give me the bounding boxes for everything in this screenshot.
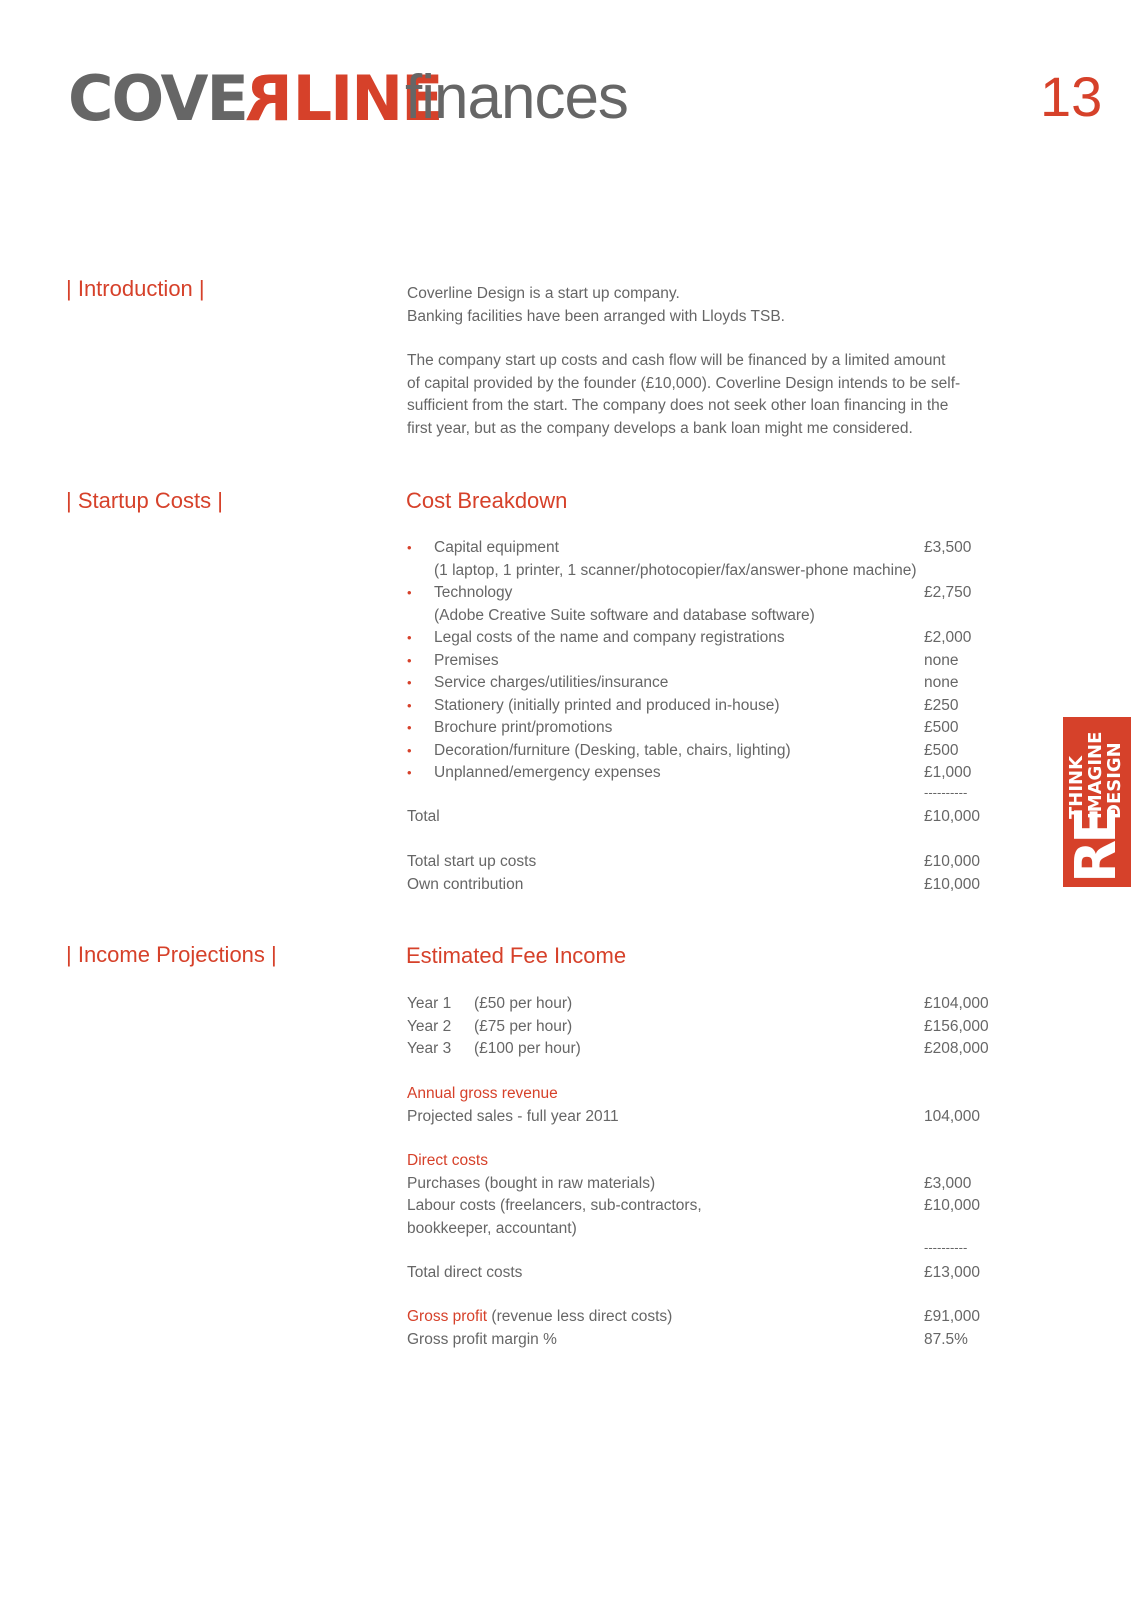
- intro-line: sufficient from the start. The company does not seek other loan financing in the: [407, 397, 949, 414]
- bullet-icon: •: [407, 585, 412, 600]
- cost-item-detail-label: (Adobe Creative Suite software and database software): [434, 606, 815, 624]
- cost-breakdown-heading: Cost Breakdown: [406, 488, 568, 513]
- intro-line: of capital provided by the founder (£10,000). Coverline Design intends to be self-: [407, 374, 961, 392]
- cost-item-label: Stationery (initially printed and produced in-house): [434, 696, 780, 714]
- side-tab-word: THINK: [1066, 755, 1087, 819]
- cost-item-value: £500: [924, 741, 959, 759]
- startup-costs-label: Total start up costs: [407, 853, 537, 870]
- brand-part-2: LINE: [292, 62, 442, 135]
- bullet-icon: •: [407, 742, 412, 758]
- total-value: £10,000: [924, 808, 981, 825]
- cost-item-label: Legal costs of the name and company registrations: [434, 629, 785, 646]
- total-direct-costs-value: £13,000: [924, 1264, 981, 1281]
- cost-item-detail: [407, 560, 1017, 583]
- cost-item-label: Capital equipment: [434, 539, 559, 556]
- cost-item: [407, 717, 1017, 740]
- year-rate: (£75 per hour): [474, 1017, 573, 1035]
- side-tab-words: [1067, 727, 1127, 819]
- bullet-icon: •: [407, 697, 412, 713]
- direct-costs-heading: Direct costs: [407, 1152, 488, 1169]
- own-contribution-label: Own contribution: [407, 875, 524, 893]
- cost-item: [407, 537, 1017, 560]
- bullet-icon: •: [407, 765, 412, 780]
- year-value: £156,000: [924, 1017, 989, 1035]
- year-label: Year 3: [407, 1040, 452, 1057]
- intro-paragraph-2: [407, 350, 1007, 440]
- projected-sales-value: 104,000: [924, 1107, 981, 1125]
- cost-item-detail-label: (1 laptop, 1 printer, 1 scanner/photocopier/fax/answer-phone machine): [434, 561, 917, 579]
- annual-revenue-heading: Annual gross revenue: [407, 1085, 558, 1102]
- estimated-fee-income-heading: Estimated Fee Income: [406, 943, 627, 968]
- intro-paragraph-1: [407, 283, 1007, 328]
- cost-item-value: none: [924, 674, 959, 691]
- side-tab-word: IMAGINE: [1085, 731, 1106, 819]
- year-value: £208,000: [924, 1040, 989, 1057]
- year-rate: (£50 per hour): [474, 995, 573, 1012]
- intro-line: The company start up costs and cash flow will be financed by a limited amount: [407, 352, 946, 369]
- cost-item-value: £500: [924, 719, 959, 736]
- gross-margin-label: Gross profit margin %: [407, 1330, 557, 1348]
- bullet-icon: •: [407, 540, 412, 555]
- labour-row-continued: [407, 1218, 1017, 1241]
- purchases-value: £3,000: [924, 1174, 972, 1192]
- intro-line: Coverline Design is a start up company.: [407, 285, 680, 302]
- cost-item-value: £1,000: [924, 764, 972, 781]
- gross-margin-value: 87.5%: [924, 1330, 968, 1348]
- labour-row: [407, 1195, 1017, 1218]
- startup-costs-value: £10,000: [924, 853, 981, 870]
- own-contribution-row: [407, 874, 1017, 897]
- gross-profit-value: £91,000: [924, 1308, 981, 1325]
- page-title: finances: [405, 63, 628, 132]
- bullet-icon: •: [407, 675, 412, 690]
- total-direct-costs-label: Total direct costs: [407, 1264, 523, 1281]
- labour-label-continued: bookkeeper, accountant): [407, 1219, 577, 1237]
- gross-margin-row: [407, 1329, 1017, 1352]
- annual-revenue-heading-row: [407, 1083, 1017, 1106]
- cost-item-label: Decoration/furniture (Desking, table, chairs, lighting): [434, 741, 791, 759]
- intro-line: first year, but as the company develops a bank loan might me considered.: [407, 419, 913, 437]
- page-number: 13: [1040, 65, 1103, 128]
- total-row: [407, 806, 1017, 829]
- brand-logo: [68, 62, 442, 135]
- cost-item-label: Unplanned/emergency expenses: [434, 764, 661, 781]
- gross-profit-note: (revenue less direct costs): [487, 1308, 673, 1325]
- section-label-introduction: | Introduction |: [66, 276, 205, 301]
- year-row: [407, 1038, 1017, 1061]
- cost-item-detail: [407, 605, 1017, 628]
- year-row: [407, 1016, 1017, 1039]
- bullet-icon: •: [407, 720, 412, 735]
- year-label: Year 1: [407, 995, 452, 1012]
- labour-label: Labour costs (freelancers, sub-contractors,: [407, 1197, 702, 1214]
- cost-item-value: £3,500: [924, 539, 972, 556]
- section-label-income-projections: | Income Projections |: [66, 942, 277, 967]
- gross-profit-label: Gross profit: [407, 1308, 488, 1325]
- side-tab-monogram: RE: [1064, 809, 1129, 883]
- side-tab-word: DESIGN: [1104, 742, 1125, 819]
- section-label-startup-costs: | Startup Costs |: [66, 488, 223, 513]
- cost-item: [407, 627, 1017, 650]
- total-direct-costs-row: [407, 1262, 1017, 1285]
- cost-item-value: £250: [924, 696, 959, 714]
- year-value: £104,000: [924, 995, 989, 1012]
- labour-value: £10,000: [924, 1197, 981, 1214]
- cost-item: [407, 740, 1017, 763]
- cost-item-label: Premises: [434, 651, 499, 669]
- intro-line: Banking facilities have been arranged with Lloyds TSB.: [407, 307, 785, 325]
- year-row: [407, 993, 1017, 1016]
- cost-item-value: £2,000: [924, 629, 972, 646]
- cost-item: [407, 582, 1017, 605]
- cost-item: [407, 762, 1017, 785]
- direct-costs-separator: ----------: [924, 1240, 968, 1255]
- cost-item-label: Service charges/utilities/insurance: [434, 674, 669, 691]
- direct-costs-heading-row: [407, 1150, 1017, 1173]
- cost-item-label: Brochure print/promotions: [434, 719, 613, 736]
- cost-item-value: £2,750: [924, 584, 972, 601]
- brand-reversed-r: R: [246, 62, 293, 135]
- total-label: Total: [407, 808, 440, 825]
- brand-part-1: COVE: [68, 62, 247, 135]
- cost-item-value: none: [924, 651, 959, 669]
- bullet-icon: •: [407, 630, 412, 645]
- own-contribution-value: £10,000: [924, 875, 981, 893]
- year-label: Year 2: [407, 1017, 452, 1035]
- cost-item-label: Technology: [434, 584, 513, 601]
- startup-costs-row: [407, 851, 1017, 874]
- side-tab-logo: [1063, 717, 1131, 887]
- purchases-label: Purchases (bought in raw materials): [407, 1174, 656, 1192]
- cost-item: [407, 695, 1017, 718]
- projected-sales-row: [407, 1106, 1017, 1129]
- cost-item: [407, 650, 1017, 673]
- year-rate: (£100 per hour): [474, 1040, 581, 1057]
- total-separator: ----------: [924, 785, 968, 800]
- projected-sales-label: Projected sales - full year 2011: [407, 1107, 619, 1125]
- gross-profit-row: [407, 1306, 1017, 1329]
- purchases-row: [407, 1173, 1017, 1196]
- bullet-icon: •: [407, 652, 412, 668]
- cost-item: [407, 672, 1017, 695]
